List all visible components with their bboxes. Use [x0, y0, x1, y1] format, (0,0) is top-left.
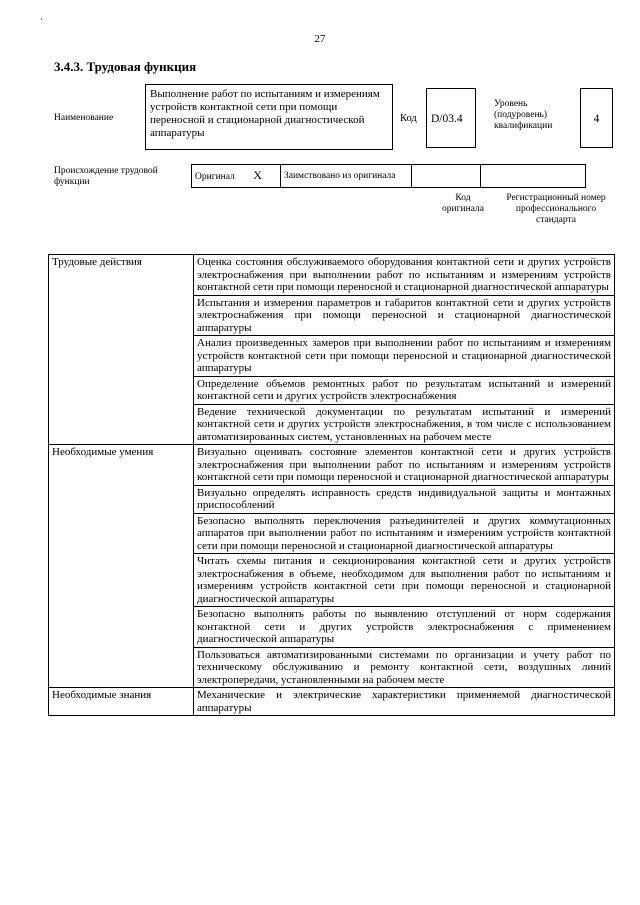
name-label: Наименование — [54, 113, 114, 123]
section-title: 3.4.3. Трудовая функция — [54, 59, 197, 74]
code-label: Код — [400, 113, 417, 124]
item-cell: Читать схемы питания и секционирования контактной сети и других устройств электроснабжения в объеме, необходимом для выполнения работ по испытаниям и измерениям устройств контактной сети при помощи переносной и стационарной диагностической аппаратуры — [194, 554, 615, 607]
category-cell: Необходимые умения — [49, 445, 194, 688]
item-cell: Визуально определять исправность средств индивидуальной защиты и монтажных приспособлений — [194, 485, 615, 513]
item-cell: Механические и электрические характеристики применяемой диагностической аппаратуры — [194, 688, 615, 716]
origin-label: Происхождение трудовой функции — [54, 166, 158, 187]
category-cell: Трудовые действия — [49, 255, 194, 445]
reg-number-cell — [481, 165, 586, 188]
level-label: Уровень (подуровень) квалификации — [494, 99, 553, 131]
item-cell: Безопасно выполнять переключения разъединителей и других коммутационных аппаратов при выполнении работ по испытаниям и измерениям устройств контактной сети при помощи переносной и стационарной диагностической аппаратуры — [194, 513, 615, 554]
original-label: Оригинал — [195, 172, 235, 182]
item-cell: Оценка состояния обслуживаемого оборудования контактной сети и других устройств электроснабжения при выполнении работ по испытаниям и измерениям устройств контактной сети при помощи переносной и стационарной диагностической аппаратуры — [194, 255, 615, 296]
origin-code-label: Код оригинала — [442, 193, 484, 214]
reg-number-label: Регистрационный номер профессионального стандарта — [506, 193, 606, 225]
item-cell: Визуально оценивать состояние элементов контактной сети и других устройств электроснабжения при выполнении работ по испытаниям и измерениям устройств контактной сети при помощи переносной и стационарной диагностической аппаратуры — [194, 445, 615, 486]
corner-mark: · — [40, 14, 43, 24]
original-mark: X — [253, 168, 262, 182]
item-cell: Испытания и измерения параметров и габаритов контактной сети и других устройств электроснабжения при помощи переносной и стационарной диагностической аппаратуры — [194, 295, 615, 336]
function-details-table — [48, 254, 615, 716]
item-cell: Ведение технической документации по результатам испытаний и измерений контактной сети и других устройств электроснабжения, в том числе с использованием автоматизированных систем, установленных на рабочем месте — [194, 404, 615, 445]
borrowed-label: Заимствовано из оригинала — [281, 165, 412, 188]
item-cell: Определение объемов ремонтных работ по результатам испытаний и измерений контактной сети и других устройств электроснабжения — [194, 376, 615, 404]
original-cell — [192, 165, 281, 188]
category-cell: Необходимые знания — [49, 688, 194, 716]
origin-code-cell — [412, 165, 481, 188]
origin-table — [191, 164, 586, 188]
item-cell: Анализ произведенных замеров при выполнении работ по испытаниям и измерениям устройств контактной сети при помощи переносной и стационарной диагностической аппаратуры — [194, 336, 615, 377]
function-code: D/03.4 — [426, 88, 476, 148]
function-level: 4 — [580, 88, 613, 148]
table-row — [49, 255, 615, 296]
page-number: 27 — [314, 33, 326, 45]
function-name: Выполнение работ по испытаниям и измерениям устройств контактной сети при помощи переносной и стационарной диагностической аппаратуры — [145, 84, 393, 150]
table-row — [49, 688, 615, 716]
table-row — [49, 445, 615, 486]
item-cell: Пользоваться автоматизированными системами по организации и учету работ по техническому обслуживанию и ремонту контактной сети, воздушных линий электропередачи, установленными на рабочем месте — [194, 647, 615, 688]
item-cell: Безопасно выполнять работы по выявлению отступлений от норм содержания контактной сети и других устройств электроснабжения с применением диагностической аппаратуры — [194, 607, 615, 648]
